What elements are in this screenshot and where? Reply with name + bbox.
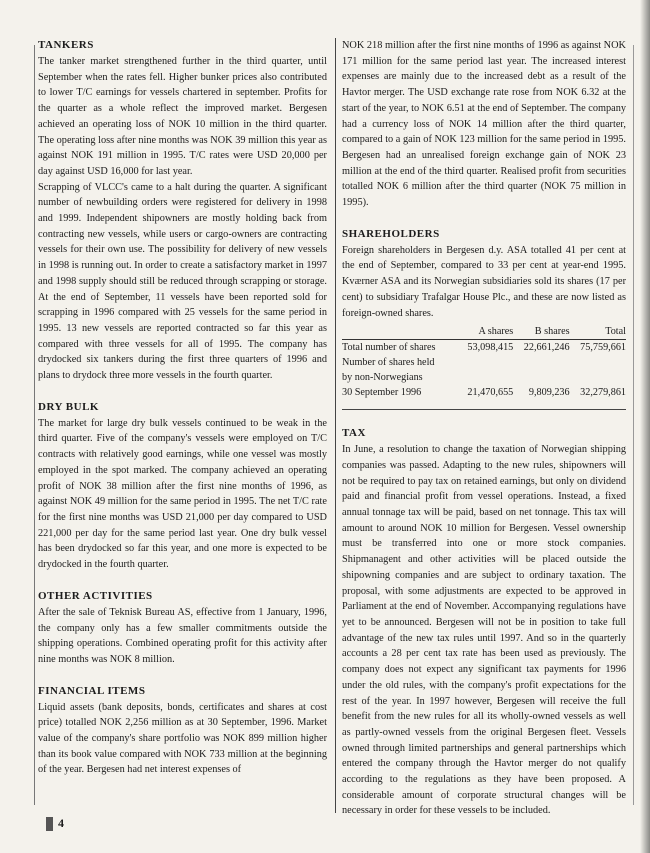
b-shares-cell: 9,809,236 (528, 387, 570, 399)
b-shares-cell (513, 370, 569, 385)
b-shares-cell: 22,661,246 (513, 340, 569, 356)
right-column (342, 38, 626, 835)
total-cell (570, 370, 626, 385)
tax-section (342, 426, 626, 819)
section-heading: TANKERS (38, 39, 94, 51)
section-heading: OTHER ACTIVITIES (38, 589, 153, 602)
column-divider (335, 38, 336, 813)
table-header (342, 324, 457, 340)
shares-table (342, 324, 626, 400)
row-label: 30 September 1996 (342, 387, 422, 399)
section-heading: FINANCIAL ITEMS (38, 684, 146, 697)
section-heading: SHAREHOLDERS (342, 227, 440, 240)
a-shares-cell: 21,470,655 (467, 387, 514, 399)
table-header: Total (605, 326, 626, 338)
paragraph: Liquid assets (bank deposits, bonds, certificates and shares at cost price) totalled NOK 2,256 million as at 30 September, 1996. Market value of the company's share portfolio was NOK 899 million higher than its book value compared with NOK 733 million at the beginning of the year. Bergesen had net interest expenses of (38, 701, 327, 776)
b-shares-cell (513, 355, 569, 370)
other-activities-section (38, 589, 327, 668)
page-marker (46, 817, 53, 831)
left-margin-line (34, 45, 35, 805)
row-label: Total number of shares (342, 340, 457, 356)
paragraph: The market for large dry bulk vessels continued to be weak in the third quarter. Five of the company's vessels were employed on T/C contracts with relatively good earnings, while one vessel was mostly employed in the spot marked. The company achieved an operating profit of NOK 38 million after the first nine months of 1996, as against NOK 49 million for the same period in 1995. The net T/C rate for the first nine months was USD 21,000 per day compared to USD 221,000 per day for the same period last year. One dry bulk vessel has been drydocked so far this year, and one more is expected to be drydocked in the fourth quarter. (38, 417, 327, 571)
table-row (342, 385, 626, 400)
table-header-row (342, 324, 626, 340)
table-header: A shares (478, 326, 514, 338)
right-margin-line (633, 45, 634, 805)
table-row (342, 355, 626, 370)
paragraph: The tanker market strengthened further in the third quarter, until September when the rates fell. Higher bunker prices also contributed to lower T/C earnings for vessels chartered in september. Profits for the quarter as a whole reflect the improved market. Bergesen achieved an operating loss of NOK 10 million in the third quarter. The operating loss after nine months was NOK 39 million this year as against NOK 191 million in 1995. T/C rates were USD 20,000 per day against USD 16,000 for last year. (38, 56, 327, 177)
row-label: by non-Norwegians (342, 372, 423, 384)
table-row (342, 340, 626, 356)
section-heading: DRY BULK (38, 400, 99, 413)
row-label: Number of shares held (342, 357, 435, 369)
total-cell: 32,279,861 (580, 387, 626, 399)
a-shares-cell (457, 355, 513, 370)
section-heading: TAX (342, 427, 366, 440)
a-shares-cell: 53,098,415 (457, 340, 513, 356)
shareholders-section (342, 227, 626, 401)
table-row (342, 370, 626, 385)
table-header: B shares (534, 326, 570, 338)
paragraph: In June, a resolution to change the taxation of Norwegian shipping companies was passed. Adapting to the new rules, shipowners will not be required to pay tax on retained earnings, but only on dividend paid and financial profit from vessel operations. Instead, a fixed annual tonnage tax will be paid, based on net tonnage. This tax will amount to around NOK 10 million for Bergesen. Vessel ownership must be transferred into one or more stock companies. Shipmanagent and other activities will be placed outside the shipowning companies and are subject to ordinary taxation. The proposal, with some adjustments are expected to be approved in Parliament at the end of November. Accompanying regulations have yet to be announced. Bergesen will not be in position to take full advantage of the new tax rules until 1997. And so in the quarterly accounts a 28 per cent tax rate has been used as previously. The company does not expect any significant tax payments for 1996 under the old rules, with the company's profit expectations for the rest of the year. In 1997 however, Bergesen will receive the full benefit from the new rules for all its wholly-owned vessels as well as partly-owned vessels from the original Bergesen fleet. Vessels owned through limited partnerships and general partnerships which entered the company through the Havtor merger do not qualify according to the regulations as they have been proposed. A considerable amount of corporate structural changes will be necessary in order for these vessels to be included. (342, 444, 626, 817)
paragraph: After the sale of Teknisk Bureau AS, effective from 1 January, 1996, the company only has a few smaller commitments outside the shipping operations. Combined operating profit for this activity after nine months was NOK 8 million. (38, 606, 327, 665)
page-number: 4 (58, 816, 64, 830)
dry-bulk-section (38, 400, 327, 573)
a-shares-cell (457, 370, 513, 385)
total-cell (570, 355, 626, 370)
left-column (38, 38, 327, 794)
financial-items-continued (342, 38, 626, 211)
paragraph: NOK 218 million after the first nine months of 1996 as against NOK 171 million for the same period last year. The increased interest expenses are mainly due to the increased debt as a result of the Havtor merger. The USD exchange rate rose from NOK 6.32 at the start of the year, to NOK 6.51 at the end of September. The company had a currency loss of NOK 14 million after the third quarter, compared to a gain of NOK 123 million for the same period in 1995. Bergesen had an unrealised foreign exchange gain of NOK 23 million at the end of the third quarter. Realised profit from securities totalled NOK 6 million after the third quarter (NOK 75 million in 1995). (342, 40, 626, 209)
paragraph: Scrapping of VLCC's came to a halt during the quarter. A significant number of newbuilding orders were registered for delivery in 1998 and 1999. Independent shipowners are mostly holding back from contracting new vessels, while users or cargo-owners are contracting vessels for their own use. The possibility for delivery of new vessels in 1998 is running out. In order to create a satisfactory market in 1997 and 1998 supply should still be reduced through scrapping or storage. At the end of September, 11 vessels have been reported sold for scrapping in 1996 compared with 25 vessels for the same period in 1995. 13 new vessels are reported contracted so far this year as compared with three vessels for all of 1995. The company has drydocked six tankers during the first three quarters of 1996 and plans to drydock three more vessels in the fourth quarter. (38, 181, 327, 382)
total-cell: 75,759,661 (570, 340, 626, 356)
financial-items-section (38, 684, 327, 779)
paragraph: Foreign shareholders in Bergesen d.y. ASA totalled 41 per cent at the end of September, compared to 33 per cent at year-end 1995. Kværner ASA and its Norwegian subsidiaries sold its shares (17 per cent) to subsidiary Trafalgar House Plc., and these are now listed as foreign-owned shares. (342, 244, 626, 319)
tankers-section (38, 38, 327, 384)
page-edge-shadow (640, 0, 650, 853)
